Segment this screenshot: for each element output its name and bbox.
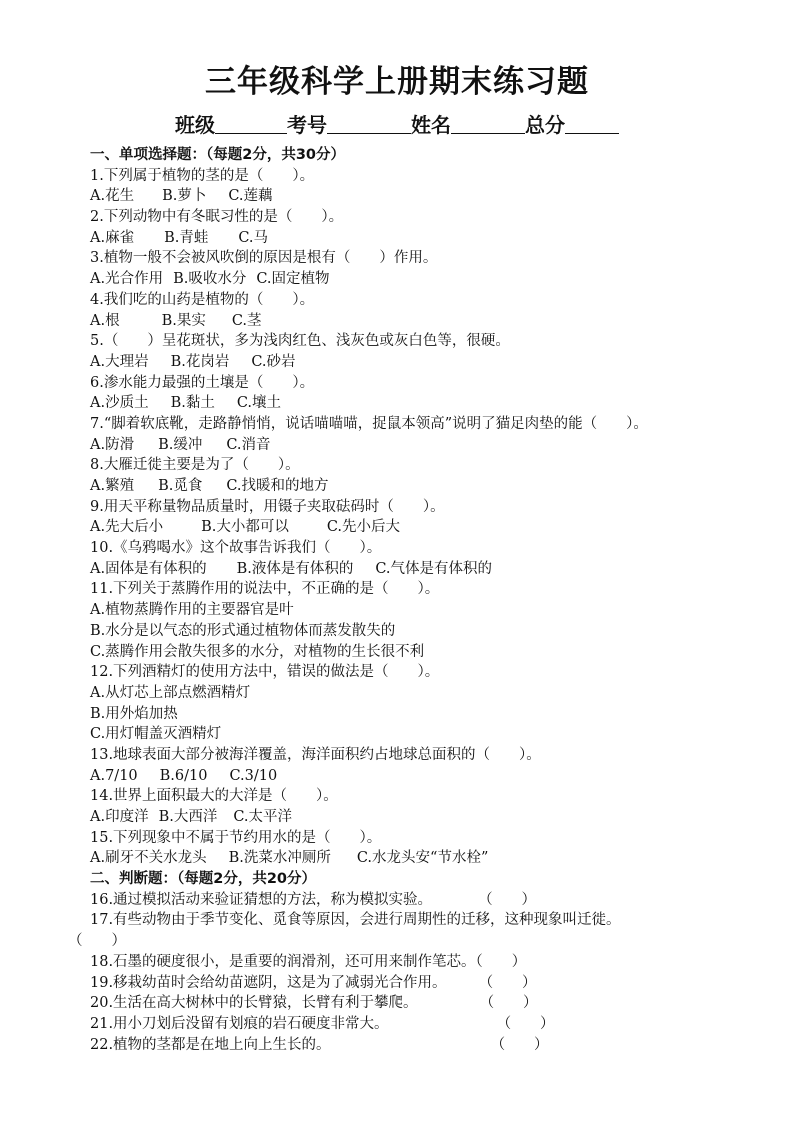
option-row [90,311,770,332]
answer-bracket[interactable]: （ ） [496,1015,555,1032]
option: B.果实 [161,312,206,329]
judgement-text[interactable]: 18.石墨的硬度很小，是重要的润滑剂，还可用来制作笔芯。（ ） [90,953,527,970]
option-row [90,352,770,373]
questions [68,145,770,1055]
judgement-item [90,910,770,931]
option: B.吸收水分 [173,271,247,288]
exam-no-label: 考号 [287,113,327,137]
option: C.气体是有体积的 [375,560,493,577]
option: B.觅食 [158,478,203,494]
option-row [90,848,770,869]
question-text: 9.用天平称量物品质量时，用镊子夹取砝码时（ ）。 [90,498,445,515]
option: C.莲藕 [228,188,273,205]
option: A.印度洋 [90,809,149,825]
name-blank[interactable] [451,113,525,134]
option-row [90,393,770,414]
question-text: 14.世界上面积最大的大洋是（ ）。 [90,788,338,805]
judgement-text: 21.用小刀划后没留有划痕的岩石硬度非常大。 [90,1015,389,1032]
judgement-item [90,973,770,994]
question-text: 12.下列酒精灯的使用方法中，错误的做法是（ ）。 [90,664,440,681]
option-row [90,517,770,538]
option: C.固定植物 [256,271,330,288]
name-label: 姓名 [411,113,451,137]
judgement-item [90,890,770,911]
question-text: 2.下列动物中有冬眠习性的是（ ）。 [90,209,344,226]
question-text: 1.下列属于植物的茎的是（ ）。 [90,167,315,184]
option: B.大小都可以 [201,519,289,536]
option: C.茎 [231,312,262,329]
answer-bracket-line [68,931,770,952]
option: B.青蛙 [164,229,209,246]
option: A.光合作用 [90,271,164,288]
judgement-item [90,1014,770,1035]
page-title: 三年级科学上册期末练习题 [205,64,589,100]
option: B.大西洋 [158,809,218,825]
option: A.刷牙不关水龙头 [90,850,207,867]
question-text: 8.大雁迁徙主要是为了（ ）。 [90,457,300,474]
option: B.6/10 [159,767,208,784]
option: A.繁殖 [90,478,135,494]
question-text: 11.下列关于蒸腾作用的说法中，不正确的是（ ）。 [90,581,440,598]
option-row [90,435,770,456]
judgement-item [90,952,770,973]
option: C.壤土 [236,395,282,412]
option: B.洗菜水冲厕所 [228,850,331,867]
option-row [90,476,770,497]
option-row: A.从灯芯上部点燃酒精灯 [90,684,251,701]
option-row [90,269,770,290]
option: A.大理岩 [90,353,149,370]
judgement-item [90,1035,770,1056]
section-heading: 一、单项选择题：（每题2分，共30分） [90,147,346,163]
answer-bracket[interactable]: （ ） [68,933,126,950]
student-info-row [0,110,794,140]
score-label: 总分 [525,113,565,137]
judgement-text: 17.有些动物由于季节变化、觅食等原因，会进行周期性的迁移，这种现象叫迁徙。 [90,912,621,929]
answer-bracket[interactable]: （ ） [478,891,537,908]
option: A.固体是有体积的 [90,560,207,577]
option: C.消音 [226,436,271,453]
answer-bracket[interactable]: （ ） [490,1036,549,1053]
option: A.沙质土 [90,395,149,412]
option-row: B.用外焰加热 [90,705,178,722]
option-row: C.蒸腾作用会散失很多的水分，对植物的生长很不利 [90,643,425,660]
judgement-text: 16.通过模拟活动来验证猜想的方法，称为模拟实验。 [90,891,433,908]
option: C.太平洋 [233,809,293,825]
option: A.先大后小 [90,519,164,536]
judgement-text: 20.生活在高大树林中的长臂猿，长臂有利于攀爬。 [90,995,418,1012]
option: C.水龙头安“节水栓” [356,850,489,867]
option-row: A.植物蒸腾作用的主要器官是叶 [90,602,294,619]
option: B.缓冲 [158,436,203,453]
question-text: 10.《乌鸦喝水》这个故事告诉我们（ ）。 [90,540,382,557]
question-text: 13.地球表面大部分被海洋覆盖，海洋面积约占地球总面积的（ ）。 [90,746,541,763]
answer-bracket[interactable]: （ ） [479,995,538,1012]
question-text: 7.“脚着软底靴，走路静悄悄，说话喵喵喵，捉鼠本领高”说明了猫足肉垫的能（ ）。 [90,415,648,432]
exam-no-blank[interactable] [327,113,411,134]
judgement-text: 22.植物的茎都是在地上向上生长的。 [90,1036,331,1053]
class-blank[interactable] [215,113,287,134]
option: A.花生 [90,188,135,205]
option: C.砂岩 [251,353,296,370]
score-blank[interactable] [565,113,619,134]
option-row [90,186,770,207]
question-text: 4.我们吃的山药是植物的（ ）。 [90,291,315,308]
option: C.马 [238,229,269,246]
option: B.萝卜 [162,188,207,205]
option: B.黏土 [170,395,215,412]
judgement-item [90,993,770,1014]
option-row [90,559,770,580]
section-heading: 二、判断题：（每题2分，共20分） [90,871,317,888]
option: C.3/10 [229,767,278,784]
option-row [90,766,770,787]
question-text: 6.渗水能力最强的土壤是（ ）。 [90,374,315,391]
question-text: 3.植物一般不会被风吹倒的原因是根有（ ）作用。 [90,250,438,267]
option: C.找暖和的地方 [226,478,329,494]
option: B.液体是有体积的 [236,560,354,577]
option: B.花岗岩 [170,353,230,370]
option: C.先小后大 [326,519,401,536]
class-label: 班级 [175,113,215,137]
option: A.根 [90,312,120,329]
option-row [90,228,770,249]
option: A.防滑 [90,436,135,453]
question-text: 15.下列现象中不属于节约用水的是（ ）。 [90,829,382,846]
option: A.麻雀 [90,229,135,246]
judgement-text: 19.移栽幼苗时会给幼苗遮阴，这是为了减弱光合作用。 [90,974,447,991]
question-text: 5.（ ）呈花斑状，多为浅肉红色、浅灰色或灰白色等，很硬。 [90,333,510,350]
answer-bracket[interactable]: （ ） [478,974,537,991]
option-row [90,807,770,828]
option-row: B.水分是以气态的形式通过植物体而蒸发散失的 [90,622,396,639]
option-row: C.用灯帽盖灭酒精灯 [90,726,222,743]
option: A.7/10 [90,767,138,784]
